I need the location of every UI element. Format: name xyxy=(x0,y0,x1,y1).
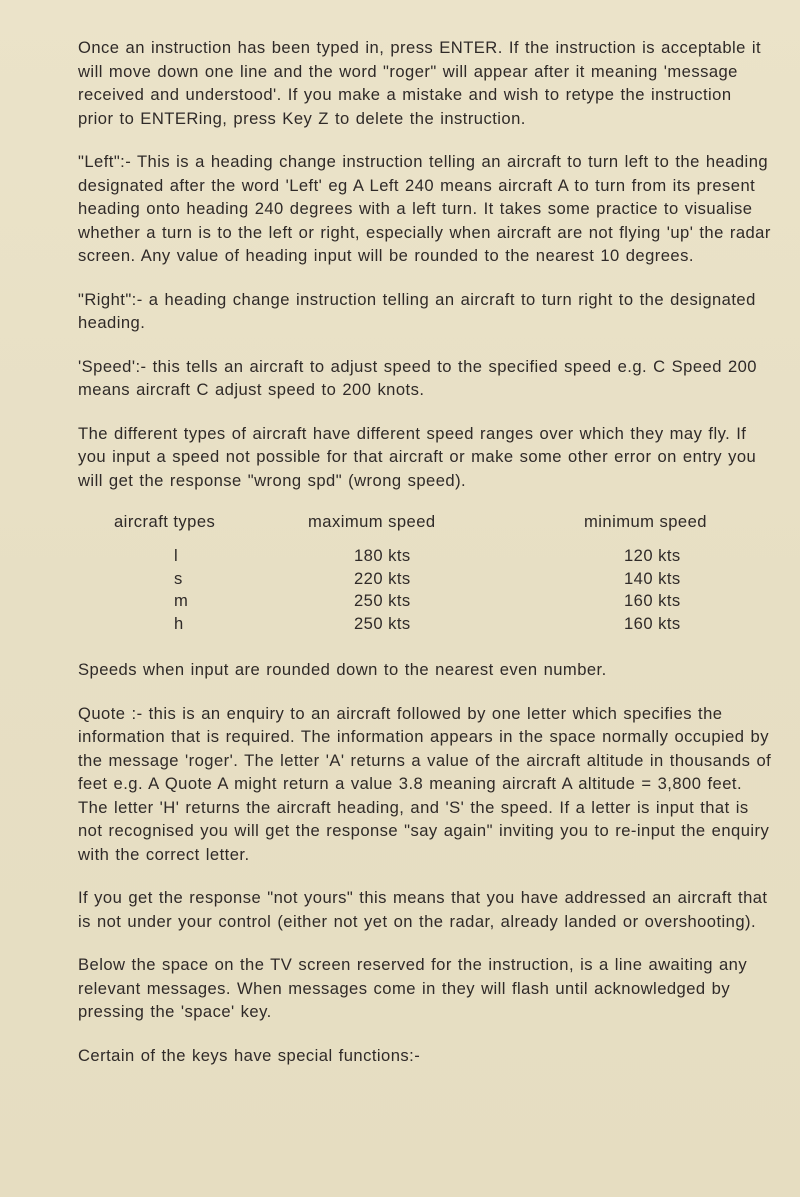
speed-table xyxy=(78,512,772,636)
header-maximum-speed: maximum speed xyxy=(308,512,436,531)
min-speed-cell: 140 kts xyxy=(624,568,681,588)
min-speed-cell: 160 kts xyxy=(624,591,681,610)
aircraft-type-cell: l xyxy=(174,546,179,565)
aircraft-type-cell: h xyxy=(174,613,184,633)
paragraph-quote-command: Quote :- this is an enquiry to an aircraft followed by one letter which specifies the information that is required. The information appears in the space normally occupied by the message 'roger'. The letter 'A' returns a value of the aircraft altitude in thousands of feet e.g. A Quote A might return a value 3.8 meaning aircraft A altitude = 3,800 feet. The letter 'H' returns the aircraft heading, and 'S' the speed. If a letter is input that is not recognised you will get the response "say again" inviting you to re-input the enquiry with the correct letter. xyxy=(78,703,772,864)
min-speed-cell: 160 kts xyxy=(624,613,681,633)
paragraph-message-line: Below the space on the TV screen reserved for the instruction, is a line awaiting any relevant messages. When messages come in they will flash until acknowledged by pressing the 'space' key. xyxy=(78,955,748,1021)
paragraph-speed-ranges: The different types of aircraft have different speed ranges over which they may fly. If you input a speed not possible for that aircraft or make some other error on entry you will get the response "wrong spd" (wrong speed). xyxy=(78,423,757,490)
paragraph-special-keys: Certain of the keys have special functions:- xyxy=(78,1045,421,1065)
header-minimum-speed: minimum speed xyxy=(584,512,707,531)
paragraph-speed-rounding: Speeds when input are rounded down to the nearest even number. xyxy=(78,660,607,679)
aircraft-type-cell: s xyxy=(174,568,183,588)
paragraph-left-command: "Left":- This is a heading change instruction telling an aircraft to turn left to the heading designated after the word 'Left' eg A Left 240 means aircraft A to turn from its present heading onto heading 240 degrees with a left turn. It takes some practice to visualise whether a turn is to the left or right, especially when aircraft are not flying 'up' the radar screen. Any value of heading input will be rounded to the nearest 10 degrees. xyxy=(78,152,771,265)
min-speed-cell: 120 kts xyxy=(624,546,681,565)
max-speed-cell: 220 kts xyxy=(354,568,411,588)
table-row xyxy=(78,546,772,569)
max-speed-cell: 250 kts xyxy=(354,613,411,633)
max-speed-cell: 180 kts xyxy=(354,546,411,565)
speed-table-header xyxy=(78,512,772,546)
table-row xyxy=(78,591,772,614)
paragraph-right-command: "Right":- a heading change instruction telling an aircraft to turn right to the designated heading. xyxy=(78,289,756,332)
aircraft-type-cell: m xyxy=(174,591,189,610)
paragraph-not-yours: If you get the response "not yours" this means that you have addressed an aircraft that is not under your control (either not yet on the radar, already landed or overshooting). xyxy=(78,888,768,931)
table-row xyxy=(78,569,772,592)
max-speed-cell: 250 kts xyxy=(354,591,411,610)
header-aircraft-types: aircraft types xyxy=(114,512,216,531)
table-row xyxy=(78,614,772,637)
paragraph-enter-instruction: Once an instruction has been typed in, press ENTER. If the instruction is acceptable it will move down one line and the word "roger" will appear after it meaning 'message received and understood'. If you make a mistake and wish to retype the instruction prior to ENTERing, press Key Z to delete the instruction. xyxy=(78,38,762,128)
paragraph-speed-command: 'Speed':- this tells an aircraft to adjust speed to the specified speed e.g. C Speed 200 means aircraft C adjust speed to 200 knots. xyxy=(78,356,757,399)
